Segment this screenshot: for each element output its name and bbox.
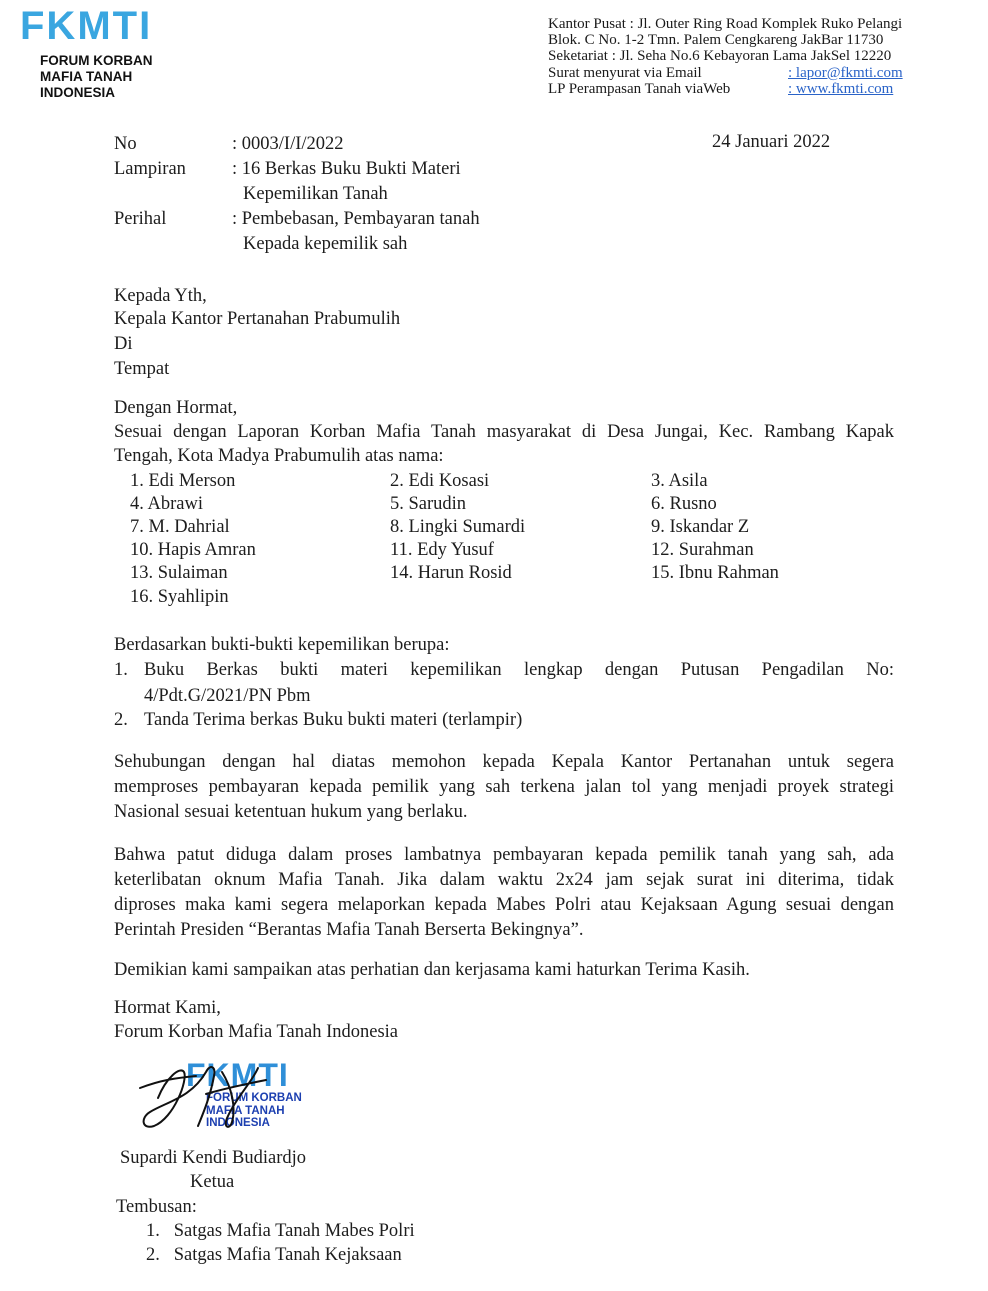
email-link-text[interactable]: : lapor@fkmti.com: [788, 64, 903, 81]
list-item: 3. Asila: [651, 471, 708, 491]
list-item: 7. M. Dahrial: [130, 517, 230, 537]
no-value: : 0003/I/I/2022: [232, 134, 344, 154]
paragraph-line: Sehubungan dengan hal diatas memohon kepada Kepala Kantor Pertanahan untuk segera: [114, 752, 894, 772]
org-logo: FKMTI: [20, 4, 153, 48]
list-item: 1. Edi Merson: [130, 471, 236, 491]
handwritten-signature: [136, 1058, 326, 1136]
cc-label: Tembusan:: [116, 1197, 197, 1217]
evidence-item-number: 2.: [114, 710, 128, 730]
evidence-item-text: Buku Berkas bukti materi kepemilikan lengkap dengan Putusan Pengadilan No:: [144, 660, 894, 680]
contact-label: LP Perampasan Tanah viaWeb: [548, 80, 731, 97]
org-name-line: INDONESIA: [40, 85, 116, 100]
lampiran-value: : 16 Berkas Buku Bukti Materi: [232, 159, 461, 179]
contact-label: Seketariat : Jl. Seha No.6 Kebayoran Lama JakSel 12220: [548, 48, 892, 65]
org-name-line: FORUM KORBAN: [40, 53, 153, 68]
cc-item: 2. Satgas Mafia Tanah Kejaksaan: [146, 1245, 402, 1265]
list-item: 6. Rusno: [651, 494, 717, 514]
list-item: 14. Harun Rosid: [390, 563, 512, 583]
perihal-value-2: Kepada kepemilik sah: [243, 234, 408, 254]
list-item: 9. Iskandar Z: [651, 517, 750, 537]
cc-item: 1. Satgas Mafia Tanah Mabes Polri: [146, 1221, 415, 1241]
signoff-line: Hormat Kami,: [114, 998, 221, 1018]
recipient-line: Kepala Kantor Pertanahan Prabumulih: [114, 309, 401, 329]
list-item: 4. Abrawi: [130, 494, 203, 514]
stamp-line: FORUM KORBAN: [206, 1092, 302, 1104]
list-item: 13. Sulaiman: [130, 563, 228, 583]
website-link-text[interactable]: : www.fkmti.com: [788, 80, 894, 97]
letter-date: 24 Januari 2022: [712, 132, 831, 152]
contact-label: Kantor Pusat : Jl. Outer Ring Road Komplek Ruko Pelangi: [548, 16, 903, 32]
stamp-line: MAFIA TANAH: [206, 1104, 285, 1117]
signoff-org: Forum Korban Mafia Tanah Indonesia: [114, 1022, 399, 1042]
paragraph-line: memproses pembayaran kepada pemilik yang sah terkena jalan tol yang menjadi proyek strategi: [114, 777, 894, 797]
greeting: Dengan Hormat,: [114, 398, 238, 418]
list-item: 10. Hapis Amran: [130, 540, 256, 560]
evidence-item-text: Tanda Terima berkas Buku bukti materi (terlampir): [144, 710, 523, 730]
recipient-line: Di: [114, 334, 133, 354]
list-item: 16. Syahlipin: [130, 587, 229, 607]
contact-label: Surat menyurat via Email: [548, 64, 702, 81]
paragraph-line: Nasional sesuai ketentuan hukum yang berlaku.: [114, 802, 468, 822]
list-item: 5. Sarudin: [390, 494, 467, 514]
perihal-label: Perihal: [114, 209, 167, 229]
list-item: 12. Surahman: [651, 540, 754, 560]
lampiran-value-2: Kepemilikan Tanah: [243, 184, 388, 204]
list-item: 11. Edy Yusuf: [390, 540, 494, 560]
evidence-item-text: 4/Pdt.G/2021/PN Pbm: [144, 686, 311, 706]
list-item: 8. Lingki Sumardi: [390, 517, 526, 537]
org-name: [40, 53, 153, 101]
paragraph-line: diproses maka kami segera melaporkan kepada Mabes Polri atau Kejaksaan Agung sesuai dengan: [114, 895, 894, 915]
email-link[interactable]: [788, 65, 903, 81]
website-link[interactable]: [788, 81, 893, 97]
signatory-title: Ketua: [190, 1172, 235, 1192]
paragraph-line: keterlibatan oknum Mafia Tanah. Jika dalam waktu 2x24 jam sejak surat ini diterima, tidak: [114, 870, 894, 890]
no-label: No: [114, 134, 137, 154]
contact-label: Blok. C No. 1-2 Tmn. Palem Cengkareng JakBar 11730: [548, 32, 884, 49]
recipient-line: Tempat: [114, 359, 170, 379]
opening-line: Sesuai dengan Laporan Korban Mafia Tanah masyarakat di Desa Jungai, Kec. Rambang Kapak: [114, 422, 894, 442]
list-item: 15. Ibnu Rahman: [651, 563, 779, 583]
paragraph-line: Bahwa patut diduga dalam proses lambatnya pembayaran kepada pemilik tanah yang sah, ada: [114, 845, 894, 865]
list-item: 2. Edi Kosasi: [390, 471, 490, 491]
recipient-line: Kepada Yth,: [114, 286, 207, 306]
org-name-line: MAFIA TANAH: [40, 69, 133, 84]
stamp-logo: FKMTI: [186, 1057, 289, 1093]
stamp-line: INDONESIA: [206, 1117, 270, 1129]
evidence-item-number: 1.: [114, 660, 128, 680]
lampiran-label: Lampiran: [114, 159, 186, 179]
perihal-value: : Pembebasan, Pembayaran tanah: [232, 209, 480, 229]
paragraph-line: Perintah Presiden “Berantas Mafia Tanah Berserta Bekingnya”.: [114, 920, 584, 940]
signatory-name: Supardi Kendi Budiardjo: [120, 1148, 307, 1168]
evidence-intro: Berdasarkan bukti-bukti kepemilikan berupa:: [114, 635, 450, 655]
opening-line: Tengah, Kota Madya Prabumulih atas nama:: [114, 446, 444, 466]
closing-line: Demikian kami sampaikan atas perhatian dan kerjasama kami haturkan Terima Kasih.: [114, 960, 750, 980]
